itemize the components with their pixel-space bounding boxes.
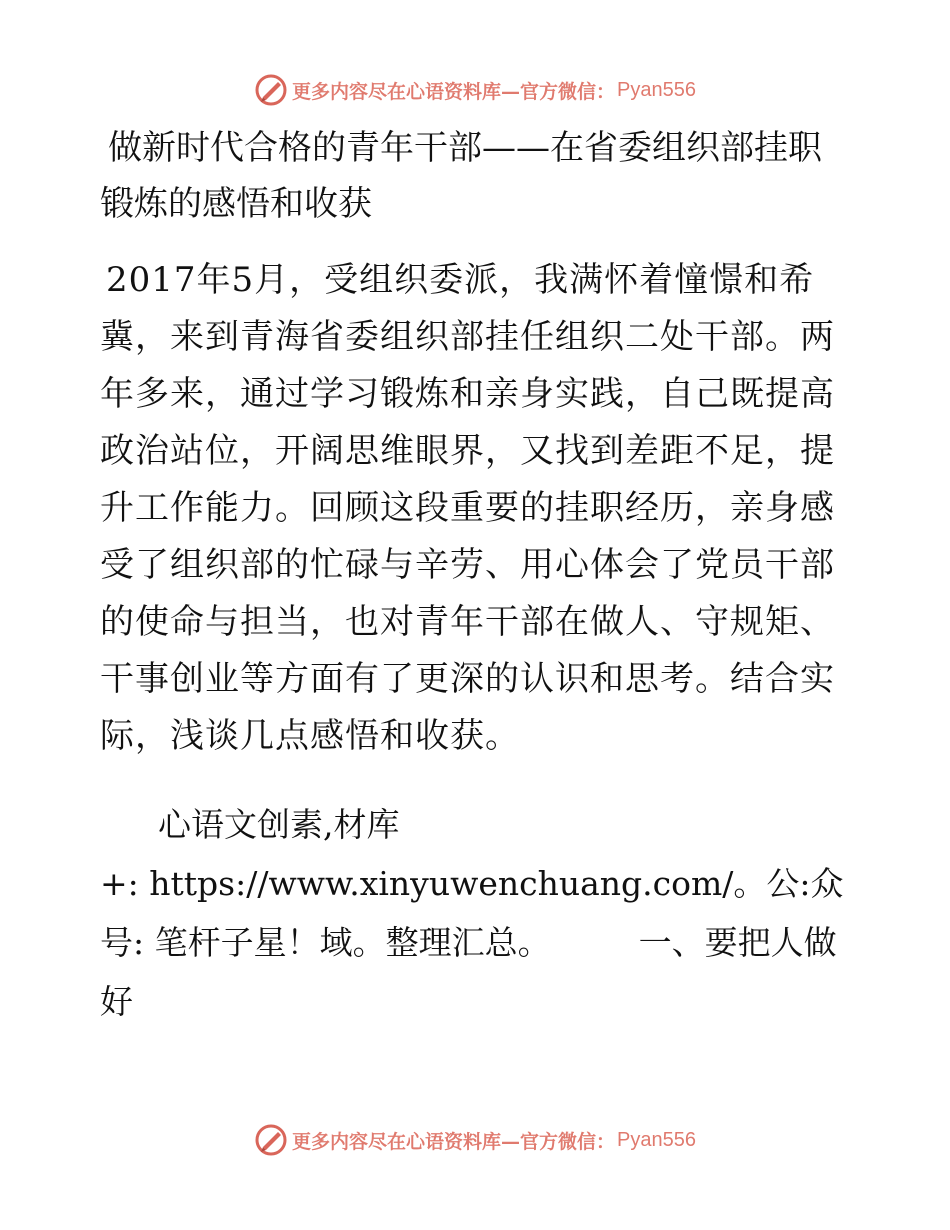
watermark-text: 更多内容尽在心语资料库—官方微信： [292,80,616,103]
watermark-wechat-id: Pyan556 [617,1128,696,1151]
source-line-2: +: https://www.xinyuwenchuang.com/。公:众号: 笔杆子星！域。整理汇总。 [100,864,844,962]
watermark-text: 更多内容尽在心语资料库—官方微信： [292,1130,616,1153]
pen-logo-icon [254,1123,288,1157]
source-line-1: 心语文创素,材库 [158,805,400,844]
document-title: 做新时代合格的青年干部——在省委组织部挂职锻炼的感悟和收获 [100,128,822,224]
watermark-header [0,70,950,110]
body-paragraph-text: 2017年5月，受组织委派，我满怀着憧憬和希冀，来到青海省委组织部挂任组织二处干部。两年多来，通过学习锻炼和亲身实践，自己既提高政治站位，开阔思维眼界，又找到差距不足，提升工作能力。回顾这段重要的挂职经历，亲身感受了组织部的忙碌与辛劳、用心体会了党员干部的使命与担当，也对青年干部在做人、守规矩、干事创业等方面有了更深的认识和思考。结合实际，浅谈几点感悟和收获。 [100,260,835,756]
watermark-footer [0,1120,950,1160]
body-paragraph [100,252,860,765]
section-heading: 一、要把人做好 [100,923,837,1021]
pen-logo-icon [254,73,288,107]
watermark-wechat-id: Pyan556 [617,78,696,101]
source-note [100,795,860,1031]
